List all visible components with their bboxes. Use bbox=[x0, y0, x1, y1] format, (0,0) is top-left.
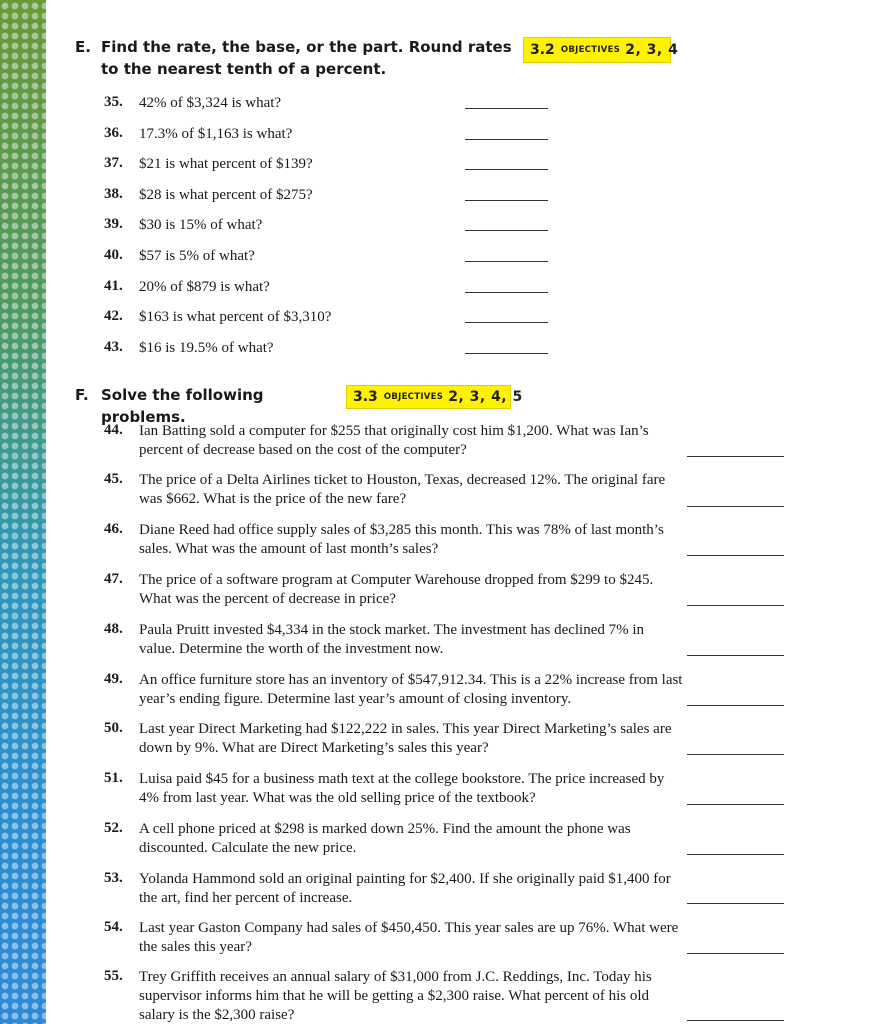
answer-line[interactable] bbox=[687, 705, 784, 706]
problem-text: $163 is what percent of $3,310? bbox=[139, 309, 332, 325]
problem-text: $57 is 5% of what? bbox=[139, 248, 255, 264]
problem-number: 36. bbox=[104, 125, 123, 141]
section-f-title: Solve the following problems. bbox=[101, 386, 264, 426]
problem-text: A cell phone priced at $298 is marked down 25%. Find the amount the phone was discounted. Calculate the new price. bbox=[139, 821, 631, 856]
answer-line[interactable] bbox=[687, 854, 784, 855]
problem-number: 52. bbox=[104, 820, 123, 836]
problem-text: Yolanda Hammond sold an original painting for $2,400. If she originally paid $1,400 for the art, find her percent of increase. bbox=[139, 871, 671, 906]
problem-text: 42% of $3,324 is what? bbox=[139, 95, 282, 111]
problem-text: The price of a Delta Airlines ticket to Houston, Texas, decreased 12%. The original fare was $662. What is the price of the new fare? bbox=[139, 472, 666, 507]
section-f-objectives-badge bbox=[346, 385, 523, 409]
problem-text: $16 is 19.5% of what? bbox=[139, 340, 274, 356]
problem-text: Ian Batting sold a computer for $255 that originally cost him $1,200. What was Ian’s percent of decrease based on the cost of the computer? bbox=[139, 423, 649, 458]
answer-line[interactable] bbox=[465, 322, 548, 323]
problem-number: 47. bbox=[104, 571, 123, 587]
problem-text: $28 is what percent of $275? bbox=[139, 187, 313, 203]
objective-ids: 2, 3, 4 bbox=[625, 42, 679, 58]
problem-number: 39. bbox=[104, 216, 123, 232]
problem-text: Luisa paid $45 for a business math text at the college bookstore. The price increased by 4% from last year. What was the old selling price of the textbook? bbox=[139, 771, 665, 806]
problem-number: 51. bbox=[104, 770, 123, 786]
answer-line[interactable] bbox=[465, 292, 548, 293]
problem-text: 17.3% of $1,163 is what? bbox=[139, 126, 293, 142]
problem-number: 54. bbox=[104, 919, 123, 935]
problem-number: 53. bbox=[104, 870, 123, 886]
objective-ids: 2, 3, 4, 5 bbox=[448, 389, 523, 405]
objective-label: OBJECTIVES bbox=[383, 392, 444, 402]
problem-number: 41. bbox=[104, 278, 123, 294]
problem-number: 46. bbox=[104, 521, 123, 537]
answer-line[interactable] bbox=[465, 200, 548, 201]
answer-line[interactable] bbox=[465, 139, 548, 140]
problem-number: 40. bbox=[104, 247, 123, 263]
answer-line[interactable] bbox=[687, 804, 784, 805]
objective-section-number: 3.2 bbox=[530, 42, 555, 58]
problem-number: 42. bbox=[104, 308, 123, 324]
objective-section-number: 3.3 bbox=[353, 389, 378, 405]
answer-line[interactable] bbox=[687, 754, 784, 755]
answer-line[interactable] bbox=[687, 506, 784, 507]
problem-text: The price of a software program at Computer Warehouse dropped from $299 to $245. What was the percent of decrease in price? bbox=[139, 572, 654, 607]
problem-text: Last year Direct Marketing had $122,222 in sales. This year Direct Marketing’s sales are down by 9%. What are Direct Marketing’s sales this year? bbox=[139, 721, 672, 756]
answer-line[interactable] bbox=[465, 230, 548, 231]
problem-text: Trey Griffith receives an annual salary of $31,000 from J.C. Reddings, Inc. Today his supervisor informs him that he will be getting a $2,300 raise. What percent of his old salary is the $2,300 raise? bbox=[139, 969, 652, 1023]
problem-number: 45. bbox=[104, 471, 123, 487]
answer-line[interactable] bbox=[465, 169, 548, 170]
problem-text: 20% of $879 is what? bbox=[139, 279, 270, 295]
answer-line[interactable] bbox=[687, 655, 784, 656]
problem-number: 38. bbox=[104, 186, 123, 202]
answer-line[interactable] bbox=[687, 953, 784, 954]
answer-line[interactable] bbox=[465, 353, 548, 354]
problem-number: 49. bbox=[104, 671, 123, 687]
problem-text: Diane Reed had office supply sales of $3,285 this month. This was 78% of last month’s sales. What was the amount of last month’s sales? bbox=[139, 522, 664, 557]
answer-line[interactable] bbox=[465, 261, 548, 262]
problem-number: 50. bbox=[104, 720, 123, 736]
problem-text: $21 is what percent of $139? bbox=[139, 156, 313, 172]
problem-text: Paula Pruitt invested $4,334 in the stock market. The investment has declined 7% in value. Determine the worth of the investment now. bbox=[139, 622, 645, 657]
problem-text: Last year Gaston Company had sales of $450,450. This year sales are up 76%. What were the sales this year? bbox=[139, 920, 679, 955]
problem-number: 37. bbox=[104, 155, 123, 171]
problem-number: 55. bbox=[104, 968, 123, 984]
decorative-dot-strip bbox=[0, 0, 46, 1024]
answer-line[interactable] bbox=[687, 456, 784, 457]
objective-label: OBJECTIVES bbox=[560, 45, 621, 55]
problem-text: An office furniture store has an inventory of $547,912.34. This is a 22% increase from last year’s ending figure. Determine last year’s amount of closing inventory. bbox=[139, 672, 683, 707]
problem-number: 44. bbox=[104, 422, 123, 438]
answer-line[interactable] bbox=[687, 903, 784, 904]
answer-line[interactable] bbox=[687, 605, 784, 606]
section-e-letter: E. bbox=[75, 38, 91, 56]
problem-number: 35. bbox=[104, 94, 123, 110]
problem-number: 43. bbox=[104, 339, 123, 355]
section-e-objectives-badge bbox=[523, 37, 679, 63]
section-e-title: Find the rate, the base, or the part. Round rates to the nearest tenth of a percent. bbox=[101, 38, 512, 78]
problem-text: $30 is 15% of what? bbox=[139, 217, 263, 233]
answer-line[interactable] bbox=[687, 1020, 784, 1021]
problem-number: 48. bbox=[104, 621, 123, 637]
answer-line[interactable] bbox=[465, 108, 548, 109]
section-f-letter: F. bbox=[75, 386, 89, 404]
answer-line[interactable] bbox=[687, 555, 784, 556]
